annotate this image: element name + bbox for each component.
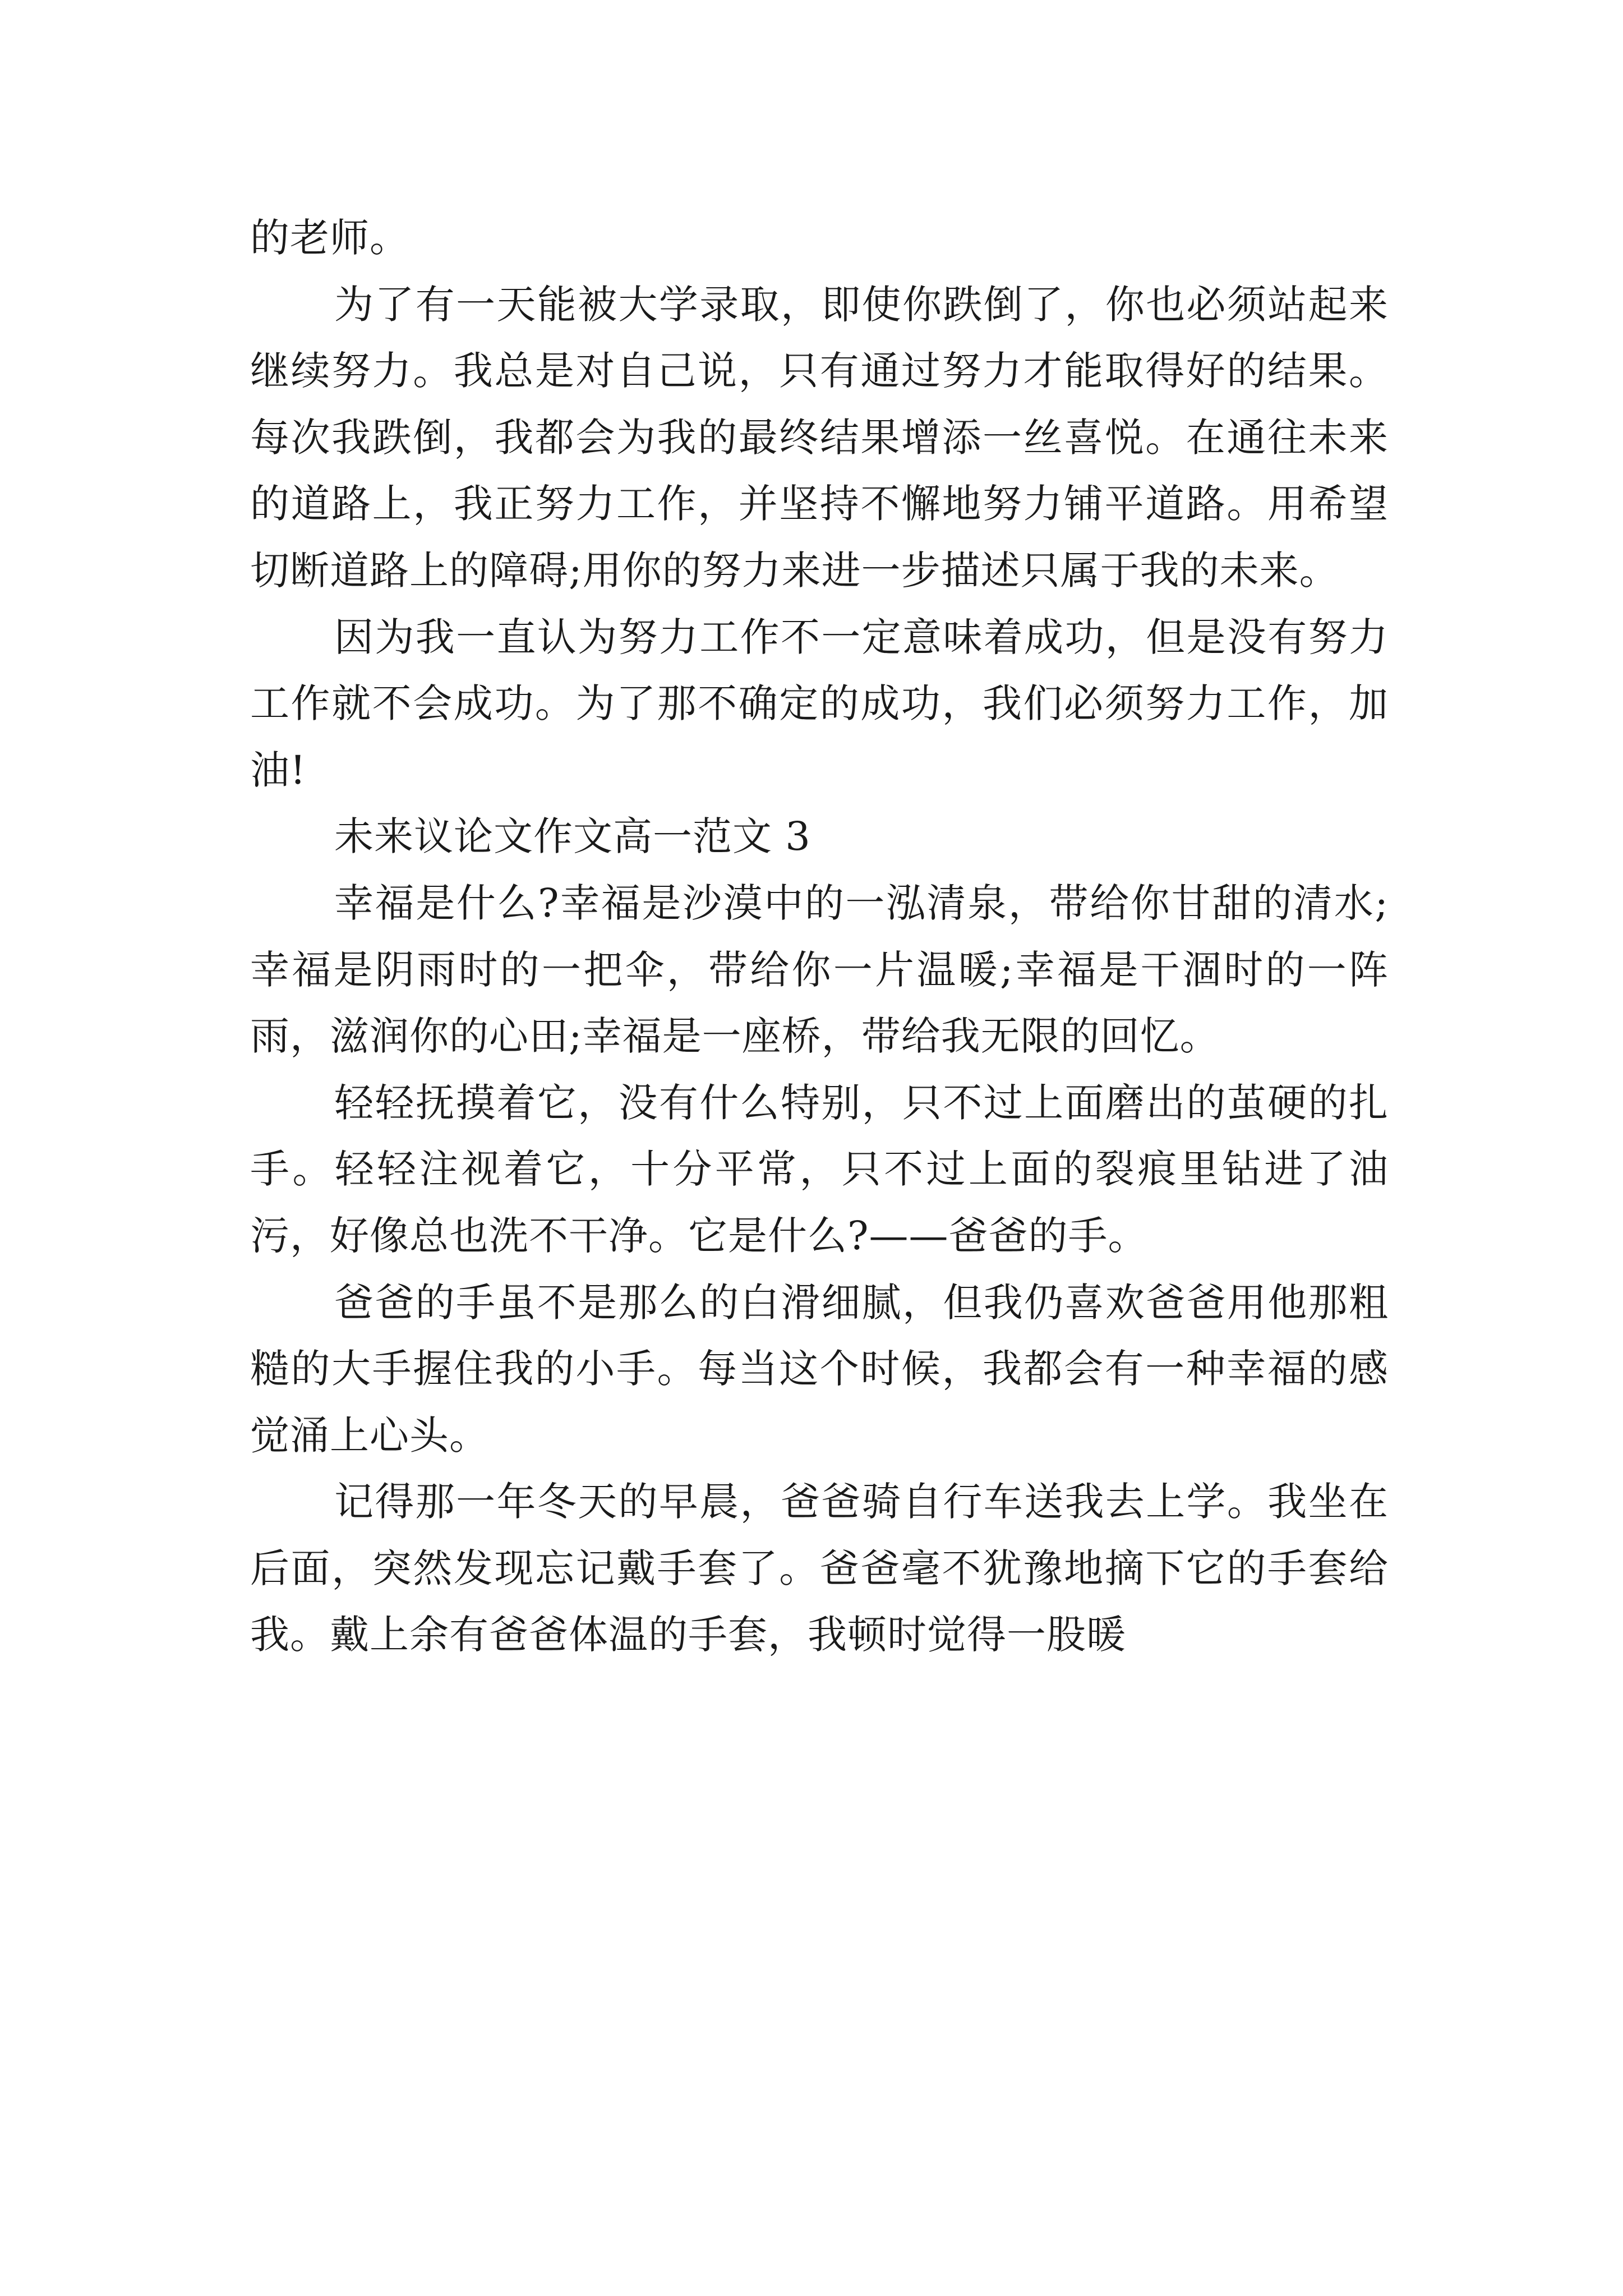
paragraph-success: 因为我一直认为努力工作不一定意味着成功，但是没有努力工作就不会成功。为了那不确定的成功，我们必须努力工作，加油! — [250, 614, 1389, 793]
paragraph-happiness: 幸福是什么?幸福是沙漠中的一泓清泉，带给你甘甜的清水;幸福是阴雨时的一把伞，带给你一片温暖;幸福是干涸时的一阵雨，滋润你的心田;幸福是一座桥，带给我无限的回忆。 — [250, 880, 1389, 1060]
section-heading: 未来议论文作文高一范文 3 — [334, 813, 811, 860]
paragraph-effort: 为了有一天能被大学录取，即使你跌倒了，你也必须站起来继续努力。我总是对自己说，只有通过努力才能取得好的结果。每次我跌倒，我都会为我的最终结果增添一丝喜悦。在通往未来的道路上，我正努力工作，并坚持不懈地努力铺平道路。用希望切断道路上的障碍;用你的努力来进一步描述只属于我的未来。 — [250, 281, 1389, 593]
paragraph-father-hands: 轻轻抚摸着它，没有什么特别，只不过上面磨出的茧硬的扎手。轻轻注视着它，十分平常，只不过上面的裂痕里钻进了油污，好像总也洗不干净。它是什么?——爸爸的手。 — [250, 1079, 1389, 1259]
document-body — [250, 205, 1389, 1668]
paragraph-winter-morning: 记得那一年冬天的早晨，爸爸骑自行车送我去上学。我坐在后面，突然发现忘记戴手套了。爸爸毫不犹豫地摘下它的手套给我。戴上余有爸爸体温的手套，我顿时觉得一股暖 — [250, 1479, 1389, 1658]
paragraph-rough-hands: 爸爸的手虽不是那么的白滑细腻，但我仍喜欢爸爸用他那粗糙的大手握住我的小手。每当这个时候，我都会有一种幸福的感觉涌上心头。 — [250, 1279, 1389, 1458]
paragraph-continuation: 的老师。 — [250, 215, 409, 261]
